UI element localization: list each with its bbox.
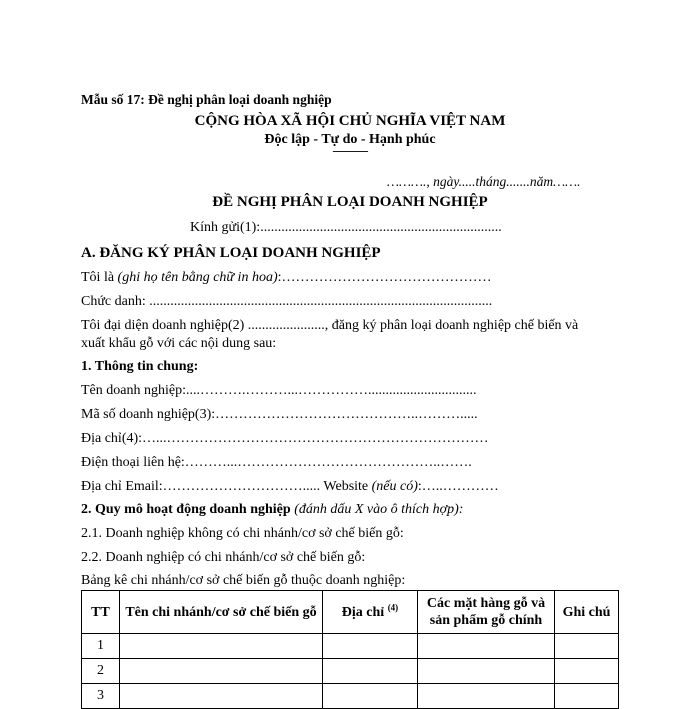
notes-cell[interactable] bbox=[555, 634, 619, 659]
table-caption: Bảng kê chi nhánh/cơ sở chế biến gỗ thuộc doanh nghiệp: bbox=[81, 573, 406, 588]
products-cell[interactable] bbox=[418, 684, 555, 709]
products-cell[interactable] bbox=[418, 659, 555, 684]
products-cell[interactable] bbox=[418, 634, 555, 659]
company-name-line: Tên doanh nghiệp:....……….………...……………............................... bbox=[81, 383, 477, 398]
header-address-note: (4) bbox=[387, 601, 399, 612]
represent-line-1: Tôi đại diện doanh nghiệp(2) ......................, đăng ký phân loại doanh nghiệp chế biến và bbox=[81, 318, 579, 333]
table-row bbox=[82, 684, 619, 709]
website-hint: (nếu có) bbox=[371, 479, 418, 494]
phone-line: Điện thoại liên hệ:………...……………………………………..……. bbox=[81, 455, 472, 470]
header-products: Các mặt hàng gỗ và sản phẩm gỗ chính bbox=[418, 591, 555, 634]
form-code: Mẫu số 17: Đề nghị phân loại doanh nghiệp bbox=[81, 92, 332, 107]
table-row bbox=[82, 634, 619, 659]
name-dots: :……………………………………… bbox=[277, 270, 492, 285]
branch-table bbox=[81, 590, 619, 709]
header-address bbox=[323, 591, 418, 634]
address-cell[interactable] bbox=[323, 659, 418, 684]
branch-name-cell[interactable] bbox=[120, 634, 323, 659]
motto-rule: --------------- bbox=[332, 146, 368, 157]
date-line: ………., ngày.....tháng.......năm……. bbox=[387, 174, 581, 189]
section-2-heading bbox=[81, 502, 463, 518]
section-2-title: 2. Quy mô hoạt động doanh nghiệp bbox=[81, 502, 295, 517]
notes-cell[interactable] bbox=[555, 684, 619, 709]
section-2-hint: (đánh dấu X vào ô thích hợp): bbox=[294, 502, 464, 517]
address-cell[interactable] bbox=[323, 634, 418, 659]
row-number: 1 bbox=[82, 634, 120, 659]
table-header-row bbox=[82, 591, 619, 634]
job-title-line: Chức danh: .................................................................................................. bbox=[81, 294, 493, 309]
motto: Độc lập - Tự do - Hạnh phúc bbox=[264, 132, 436, 147]
address-line: Địa chỉ(4):…...…………………………………………………………… bbox=[81, 431, 489, 446]
represent-line-2: xuất khẩu gỗ với các nội dung sau: bbox=[81, 336, 277, 351]
recipient-line: Kính gửi(1):..................................................................... bbox=[190, 220, 502, 235]
branch-name-cell[interactable] bbox=[120, 659, 323, 684]
address-cell[interactable] bbox=[323, 684, 418, 709]
notes-cell[interactable] bbox=[555, 659, 619, 684]
section-1-heading: 1. Thông tin chung: bbox=[81, 359, 199, 374]
name-hint: (ghi họ tên bằng chữ in hoa) bbox=[117, 270, 278, 285]
table-row bbox=[82, 659, 619, 684]
section-a-heading: A. ĐĂNG KÝ PHÂN LOẠI DOANH NGHIỆP bbox=[81, 245, 381, 261]
tax-code-line: Mã số doanh nghiệp(3):……………………………………..………..... bbox=[81, 407, 478, 422]
representative-name-line bbox=[81, 270, 492, 286]
header-branch-name: Tên chi nhánh/cơ sở chế biến gỗ bbox=[120, 591, 323, 634]
option-2-1: 2.1. Doanh nghiệp không có chi nhánh/cơ sở chế biến gỗ: bbox=[81, 526, 404, 541]
doc-title: ĐỀ NGHỊ PHÂN LOẠI DOANH NGHIỆP bbox=[212, 194, 488, 210]
email-prefix: Địa chỉ Email:…………………………..... Website bbox=[81, 479, 372, 494]
header-notes: Ghi chú bbox=[555, 591, 619, 634]
row-number: 2 bbox=[82, 659, 120, 684]
branch-name-cell[interactable] bbox=[120, 684, 323, 709]
header-no: TT bbox=[82, 591, 120, 634]
national-title: CỘNG HÒA XÃ HỘI CHỦ NGHĨA VIỆT NAM bbox=[194, 113, 506, 129]
row-number: 3 bbox=[82, 684, 120, 709]
name-prefix: Tôi là bbox=[81, 270, 118, 285]
email-website-line bbox=[81, 479, 499, 495]
header-address-label: Địa chỉ bbox=[341, 604, 385, 620]
option-2-2: 2.2. Doanh nghiệp có chi nhánh/cơ sở chế biến gỗ: bbox=[81, 550, 366, 565]
website-dots: :…..………… bbox=[417, 479, 499, 494]
